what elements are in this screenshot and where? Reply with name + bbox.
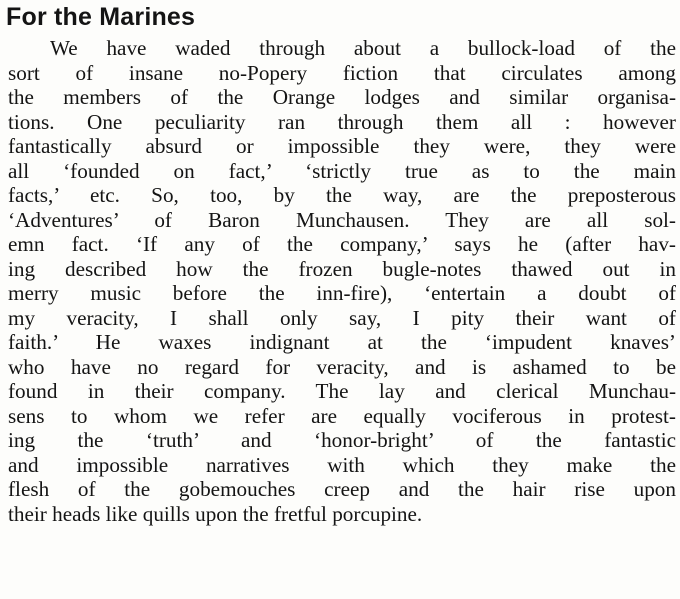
article-line: found in their company. The lay and clerical Munchau-	[8, 379, 676, 403]
article-line: and impossible narratives with which they make the	[8, 452, 676, 477]
article-line: emn fact. ‘If any of the company,’ says he (after hav-	[8, 232, 676, 256]
article-line: ing described how the frozen bugle-notes thawed out in	[8, 256, 676, 281]
article-line: their heads like quills upon the fretful porcupine.	[8, 501, 423, 526]
article-line: who have no regard for veracity, and is ashamed to be	[8, 354, 676, 379]
article-headline: For the Marines	[6, 3, 196, 31]
article-line: We have waded through about a bullock-load of the	[50, 36, 676, 60]
article-line: facts,’ etc. So, too, by the way, are the preposterous	[8, 183, 676, 207]
article-line: sens to whom we refer are equally vociferous in protest-	[8, 403, 676, 428]
article-body	[8, 36, 676, 526]
article-line: fantastically absurd or impossible they were, they were	[8, 134, 676, 158]
article-line: tions. One peculiarity ran through them all : however	[8, 109, 676, 134]
article-line: merry music before the inn-fire), ‘entertain a doubt of	[8, 281, 676, 305]
article-line: ing the ‘truth’ and ‘honor-bright’ of the fantastic	[8, 428, 676, 452]
article-line: my veracity, I shall only say, I pity their want of	[8, 305, 676, 330]
article-line: ‘Adventures’ of Baron Munchausen. They are all sol-	[8, 207, 676, 232]
article-line: sort of insane no-Popery fiction that circulates among	[8, 60, 676, 85]
article-line: faith.’ He waxes indignant at the ‘impudent knaves’	[8, 330, 676, 354]
article-line: all ‘founded on fact,’ ‘strictly true as to the main	[8, 158, 676, 183]
article-line: flesh of the gobemouches creep and the hair rise upon	[8, 477, 676, 501]
article-line: the members of the Orange lodges and similar organisa-	[8, 85, 676, 109]
